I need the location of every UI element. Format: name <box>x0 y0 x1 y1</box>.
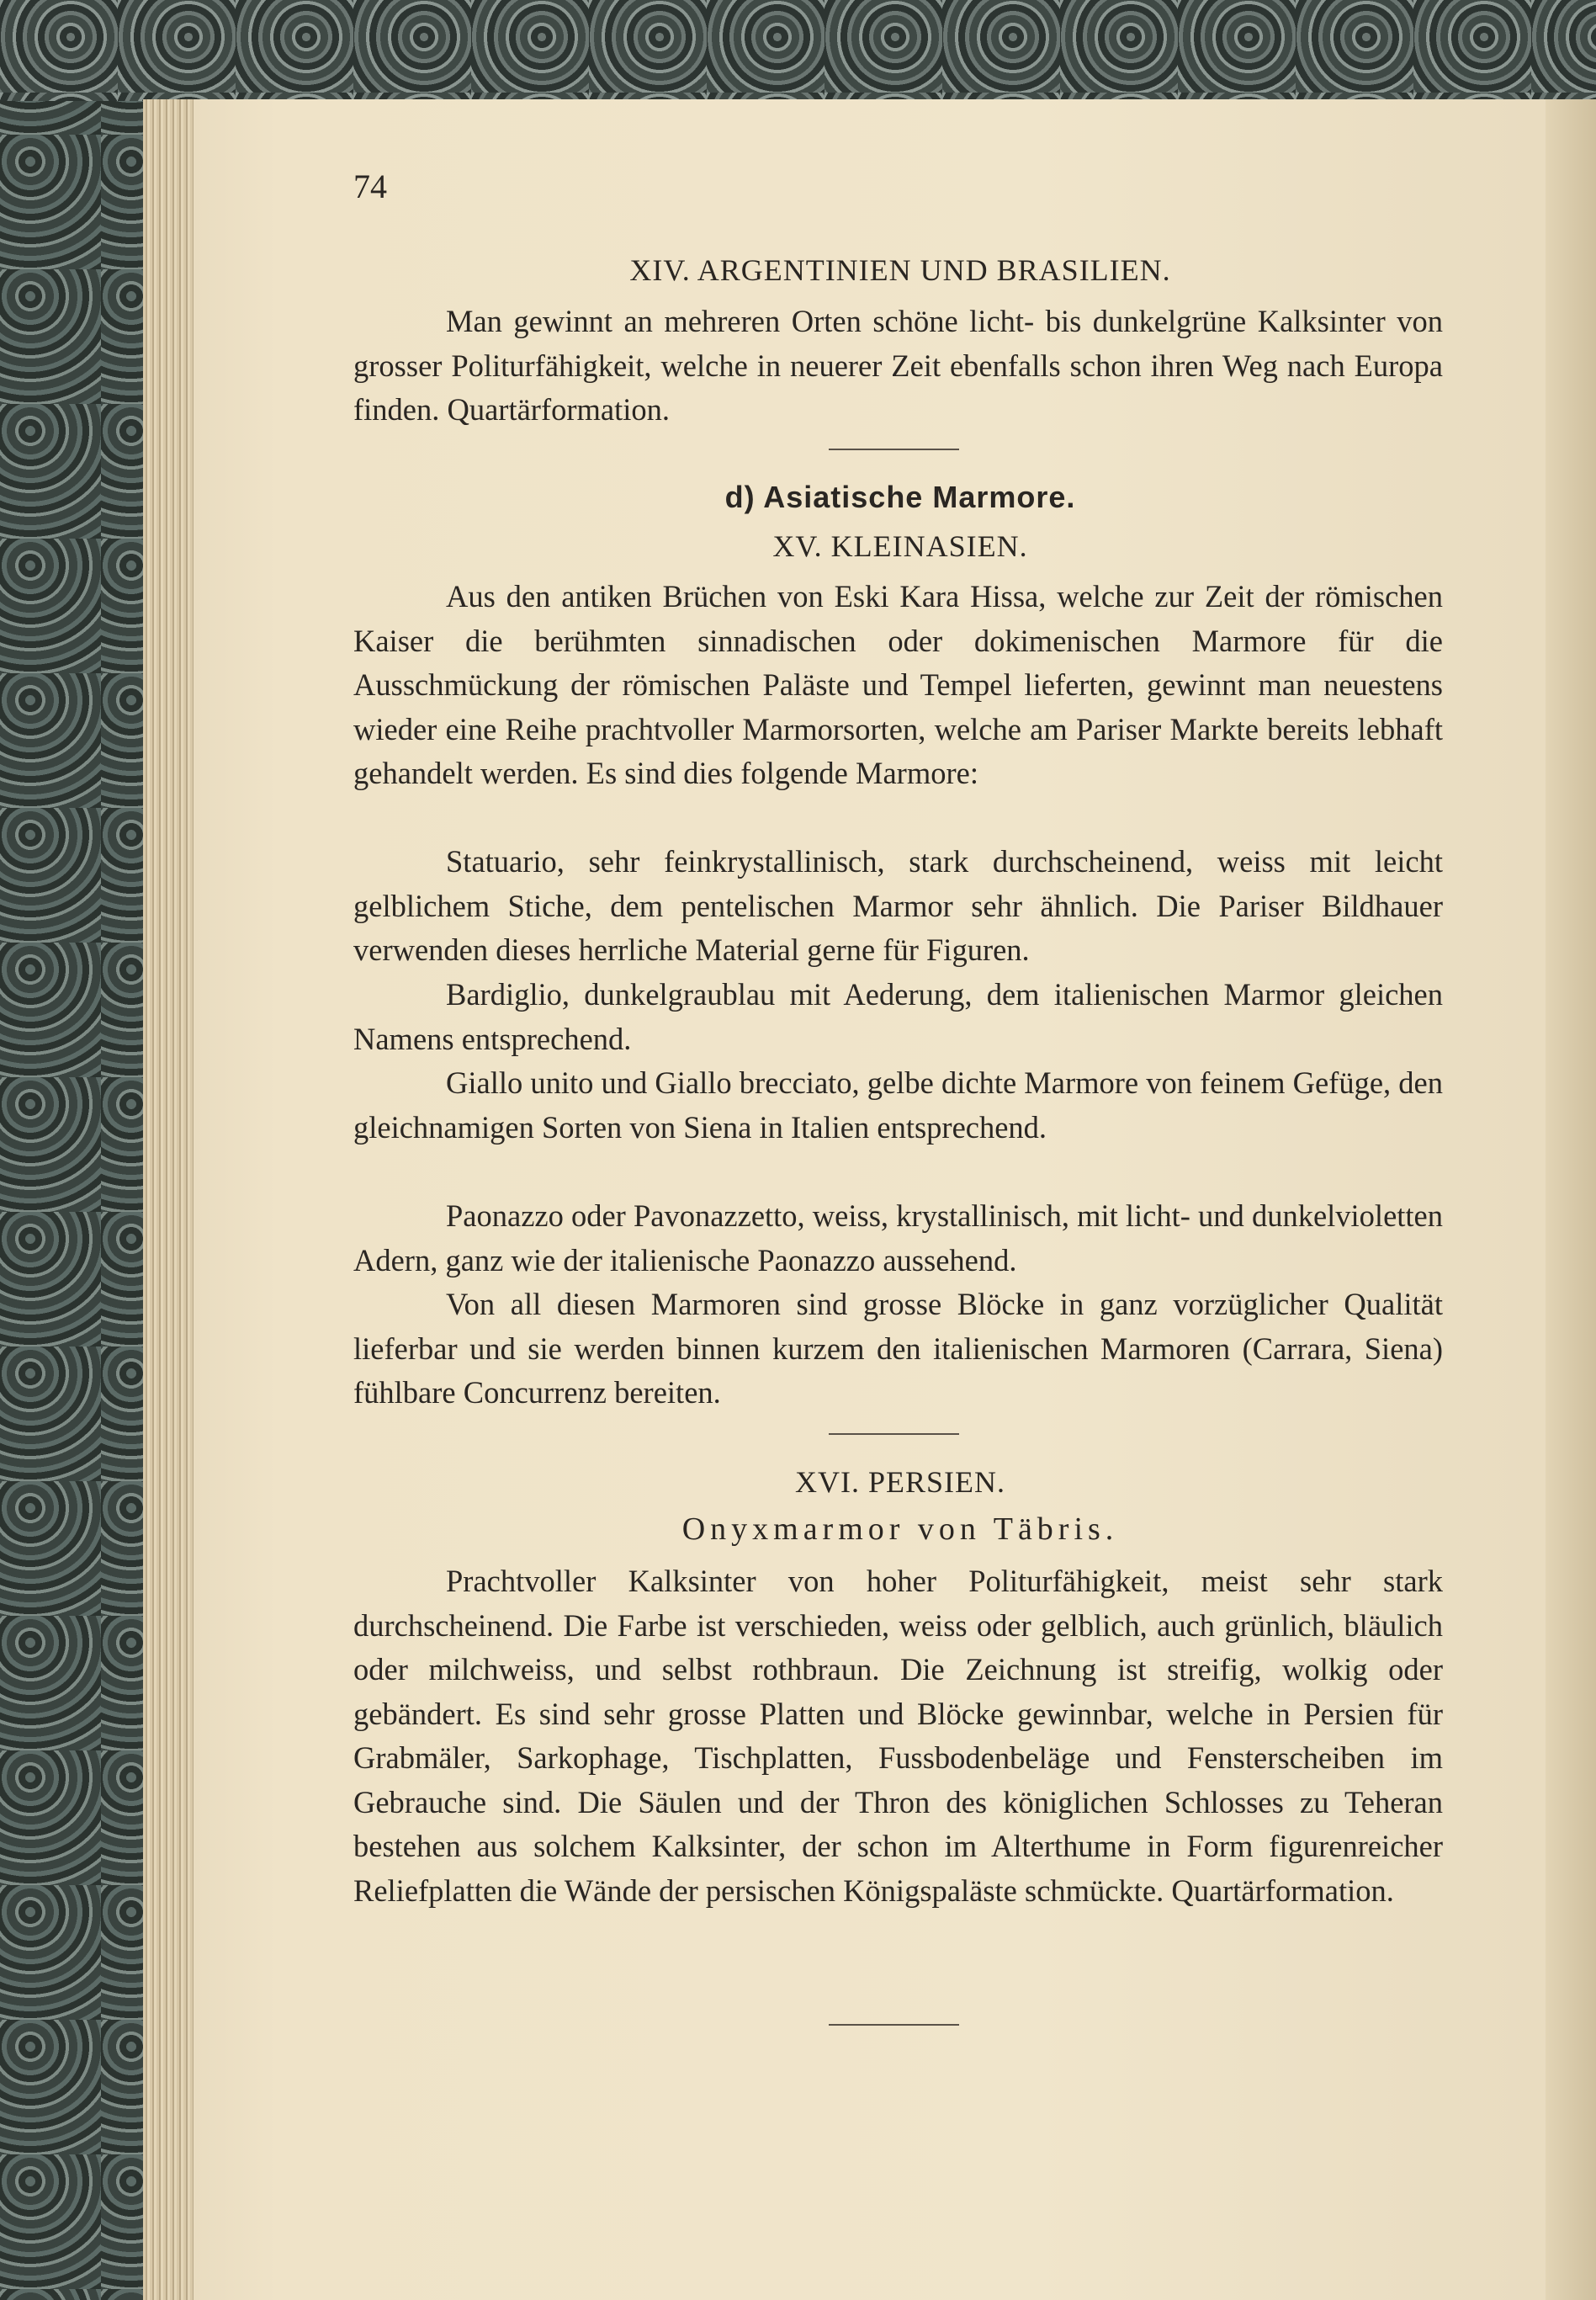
paragraph-giallo: Giallo unito und Giallo brecciato, gelbe dichte Marmore von feinem Gefüge, den gleichnamigen Sorten von Siena in Italien entsprechend. <box>353 1065 1443 1145</box>
heading-persien: XVI. PERSIEN. <box>794 1465 1005 1499</box>
paragraph-bardiglio: Bardiglio, dunkelgraublau mit Aederung, dem italienischen Marmor gleichen Namens entsprechend. <box>353 977 1443 1056</box>
end-divider <box>829 2024 959 2026</box>
paragraph-paonazzo: Paonazzo oder Pavonazzetto, weiss, krystallinisch, mit licht- und dunkelvioletten Adern, ganz wie der italienische Paonazzo aussehend. <box>353 1198 1443 1277</box>
subheading-onyxmarmor: Onyxmarmor von Täbris. <box>681 1511 1119 1547</box>
heading-asiatische-marmore: d) Asiatische Marmore. <box>724 480 1076 514</box>
section-divider <box>829 449 959 450</box>
page-number: 74 <box>353 167 387 205</box>
paragraph-persien: Prachtvoller Kalksinter von hoher Politurfähigkeit, meist sehr stark durchscheinend. Die Farbe ist verschieden, weiss oder gelblich, auch grünlich, bläulich oder milchweiss, und selbst rothbraun. Die Zeichnung ist streifig, wolkig oder gebändert. Es sind sehr grosse Platten und Blöcke gewinnbar, welche in Persien für Grabmäler, Sarkophage, Tischplatten, Fussbodenbeläge und Fensterscheiben im Gebrauche sind. Die Säulen und der Thron des königlichen Schlosses zu Teheran bestehen aus solchem Kalksinter, der schon im Alterthume in Form figurenreicher Reliefplatten die Wände der persischen Königspaläste schmückte. Quartärformation. <box>353 1564 1443 1908</box>
next-page-edge <box>1546 99 1596 2300</box>
paragraph-closing: Von all diesen Marmoren sind grosse Blöcke in ganz vorzüglicher Qualität lieferbar und sie werden binnen kurzem den italienischen Marmoren (Carrara, Siena) fühlbare Concurrenz bereiten. <box>353 1287 1443 1410</box>
section-divider <box>829 1433 959 1435</box>
heading-kleinasien: XV. KLEINASIEN. <box>772 529 1028 563</box>
marbled-cover-top <box>0 0 1596 101</box>
heading-argentinien: XIV. ARGENTINIEN UND BRASILIEN. <box>629 253 1171 287</box>
paragraph-statuario: Statuario, sehr feinkrystallinisch, stark durchscheinend, weiss mit leicht gelblichem Stiche, dem pentelischen Marmor sehr ähnlich. Die Pariser Bildhauer verwenden dieses herrliche Material gerne für Figuren. <box>353 844 1443 967</box>
paragraph-argentinien: Man gewinnt an mehreren Orten schöne licht- bis dunkelgrüne Kalksinter von grosser Politurfähigkeit, welche in neuerer Zeit ebenfalls schon ihren Weg nach Europa finden. Quartärformation. <box>353 304 1443 427</box>
paragraph-kleinasien-intro: Aus den antiken Brüchen von Eski Kara Hissa, welche zur Zeit der römischen Kaiser die berühmten sinnadischen oder dokimenischen Marmore für die Ausschmückung der römischen Paläste und Tempel lieferten, gewinnt man neuestens wieder eine Reihe prachtvoller Marmorsorten, welche am Pariser Markte bereits lebhaft gehandelt werden. Es sind dies folgende Marmore: <box>353 579 1443 790</box>
